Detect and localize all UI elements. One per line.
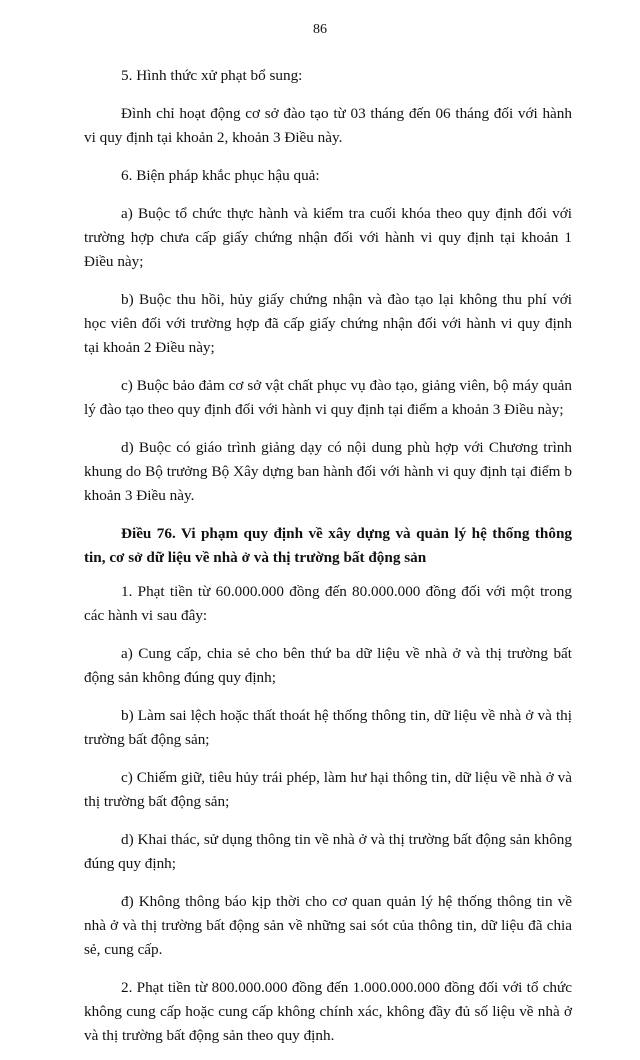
remedy-c: c) Buộc bảo đảm cơ sở vật chất phục vụ đào tạo, giảng viên, bộ máy quản lý đào tạo theo quy định đối với hành vi quy định tại điểm a khoản 3 Điều này; (84, 377, 572, 418)
article-76-item-d: d) Khai thác, sử dụng thông tin về nhà ở và thị trường bất động sản không đúng quy định; (84, 831, 572, 872)
article-76-clause-2: 2. Phạt tiền từ 800.000.000 đồng đến 1.000.000.000 đồng đối với tổ chức không cung cấp hoặc cung cấp không chính xác, không đầy đủ số liệu về nhà ở và thị trường bất động sản theo quy định. (84, 979, 572, 1044)
article-76-clause-1: 1. Phạt tiền từ 60.000.000 đồng đến 80.000.000 đồng đối với một trong các hành vi sau đây: (84, 583, 572, 624)
clause-6-heading: 6. Biện pháp khắc phục hậu quả: (121, 167, 320, 184)
article-76-item-a: a) Cung cấp, chia sẻ cho bên thứ ba dữ liệu về nhà ở và thị trường bất động sản không đúng quy định; (84, 645, 572, 686)
clause-5-text: Đình chỉ hoạt động cơ sở đào tạo từ 03 tháng đến 06 tháng đối với hành vi quy định tại khoản 2, khoản 3 Điều này. (84, 105, 572, 146)
document-body (84, 64, 572, 1060)
clause-5-heading: 5. Hình thức xử phạt bổ sung: (121, 67, 303, 84)
article-76-title: Điều 76. Vi phạm quy định về xây dựng và quản lý hệ thống thông tin, cơ sở dữ liệu về nhà ở và thị trường bất động sản (84, 525, 572, 566)
page-number: 86 (313, 22, 327, 37)
remedy-d: d) Buộc có giáo trình giảng dạy có nội dung phù hợp với Chương trình khung do Bộ trưởng Bộ Xây dựng ban hành đối với hành vi quy định tại điểm b khoản 3 Điều này. (84, 439, 572, 504)
article-76-item-c: c) Chiếm giữ, tiêu hủy trái phép, làm hư hại thông tin, dữ liệu về nhà ở và thị trường bất động sản; (84, 769, 572, 810)
remedy-b: b) Buộc thu hồi, hủy giấy chứng nhận và đào tạo lại không thu phí với học viên đối với trường hợp đã cấp giấy chứng nhận đối với hành vi quy định tại khoản 2 Điều này; (84, 291, 572, 356)
article-76-item-b: b) Làm sai lệch hoặc thất thoát hệ thống thông tin, dữ liệu về nhà ở và thị trường bất động sản; (84, 707, 572, 748)
article-76-item-dd: đ) Không thông báo kịp thời cho cơ quan quản lý hệ thống thông tin về nhà ở và thị trường bất động sản về những sai sót của thông tin, dữ liệu đã chia sẻ, cung cấp. (84, 893, 572, 958)
remedy-a: a) Buộc tổ chức thực hành và kiểm tra cuối khóa theo quy định đối với trường hợp chưa cấp giấy chứng nhận đối với hành vi quy định tại khoản 1 Điều này; (84, 205, 572, 270)
